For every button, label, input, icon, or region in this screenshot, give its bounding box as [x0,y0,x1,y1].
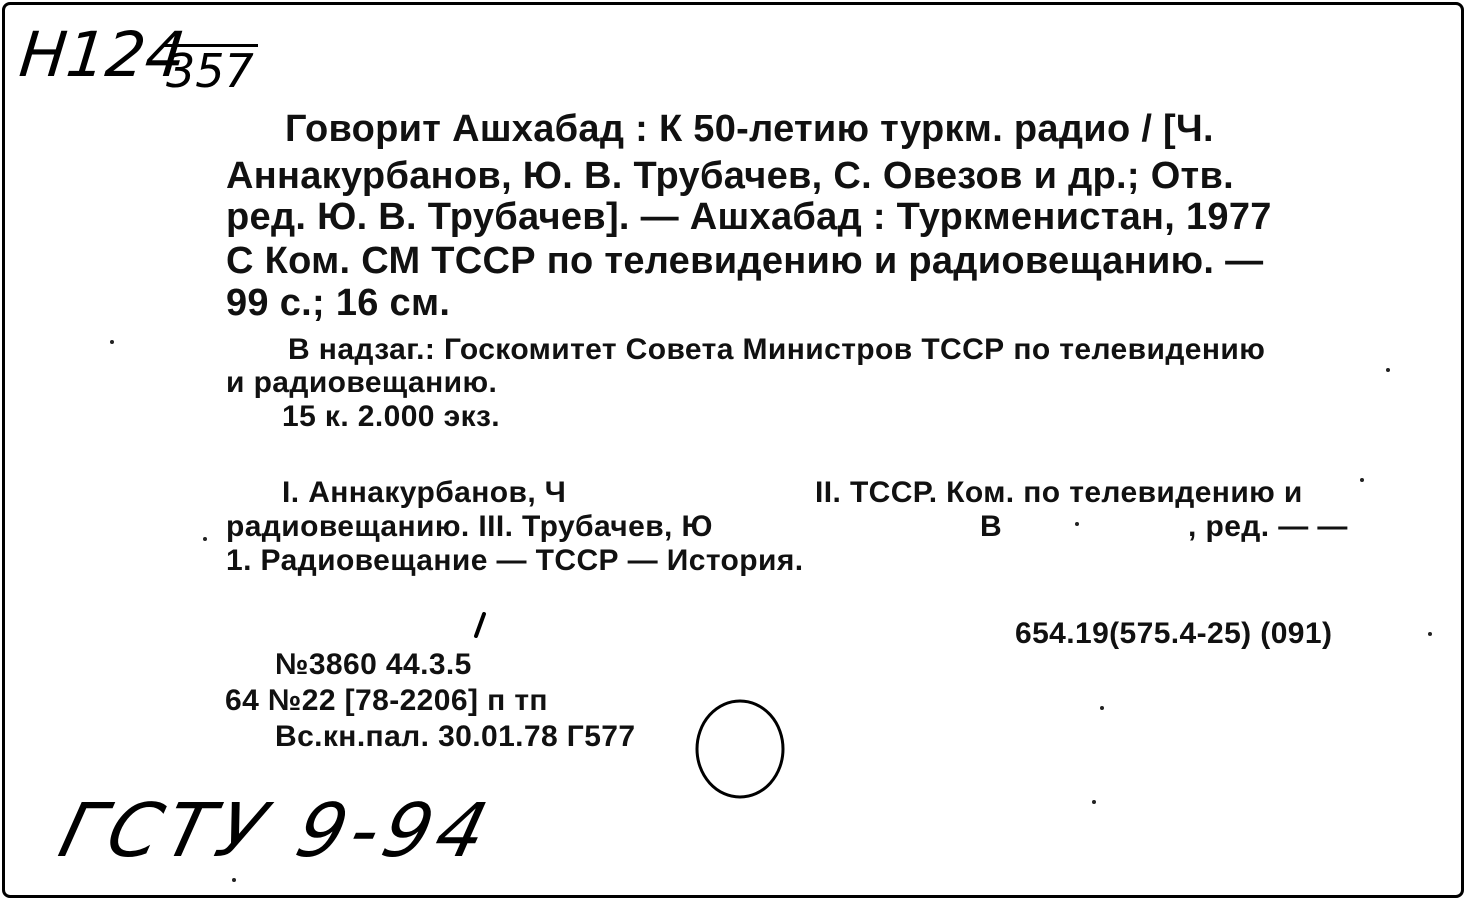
speckle [1386,368,1390,372]
handdrawn-oval-mark [690,695,790,807]
title-line-4: С Ком. СМ ТССР по телевидению и радиовещанию. — [226,240,1264,282]
pen-stroke-mark [470,612,490,638]
handwritten-call-number: Н124 [16,18,189,91]
speckle [1428,632,1432,636]
speckle [1075,522,1079,526]
note-line-1: В надзаг.: Госкомитет Совета Министров ТССР по телевидению [288,333,1266,366]
imprint-line-2: 64 №22 [78-2206] п тп [225,684,548,717]
speckle [232,878,236,882]
tracing-line-2-left: радиовещанию. III. Трубачев, Ю [226,510,713,543]
note-line-3: 15 к. 2.000 экз. [282,400,501,433]
note-line-2: и радиовещанию. [226,366,498,399]
handwritten-stamp-code: ГСТУ 9-94 [51,788,502,874]
handwritten-call-number-sub: 357 [162,44,258,95]
title-line-1: Говорит Ашхабад : К 50-летию туркм. радио / [Ч. [285,108,1214,150]
title-line-5: 99 с.; 16 см. [226,282,451,324]
speckle [1360,478,1364,482]
tracing-line-2-right: , ред. — — [1188,510,1348,543]
imprint-line-3: Вс.кн.пал. 30.01.78 Г577 [275,720,636,753]
tracing-line-1-left: I. Аннакурбанов, Ч [282,476,567,509]
speckle [1092,800,1096,804]
tracing-line-2-mid: В [980,510,1003,543]
speckle [203,537,207,541]
title-line-2: Аннакурбанов, Ю. В. Трубачев, С. Овезов и др.; Отв. [226,155,1234,197]
subject-heading-line: 1. Радиовещание — ТССР — История. [226,544,804,577]
speckle [1100,706,1104,710]
tracing-line-1-right: II. ТССР. Ком. по телевидению и [815,476,1303,509]
speckle [110,340,114,344]
imprint-line-1: №3860 44.3.5 [275,648,472,681]
title-line-3: ред. Ю. В. Трубачев]. — Ашхабад : Туркменистан, 1977 [226,196,1272,238]
classification-index: 654.19(575.4-25) (091) [1015,617,1333,650]
